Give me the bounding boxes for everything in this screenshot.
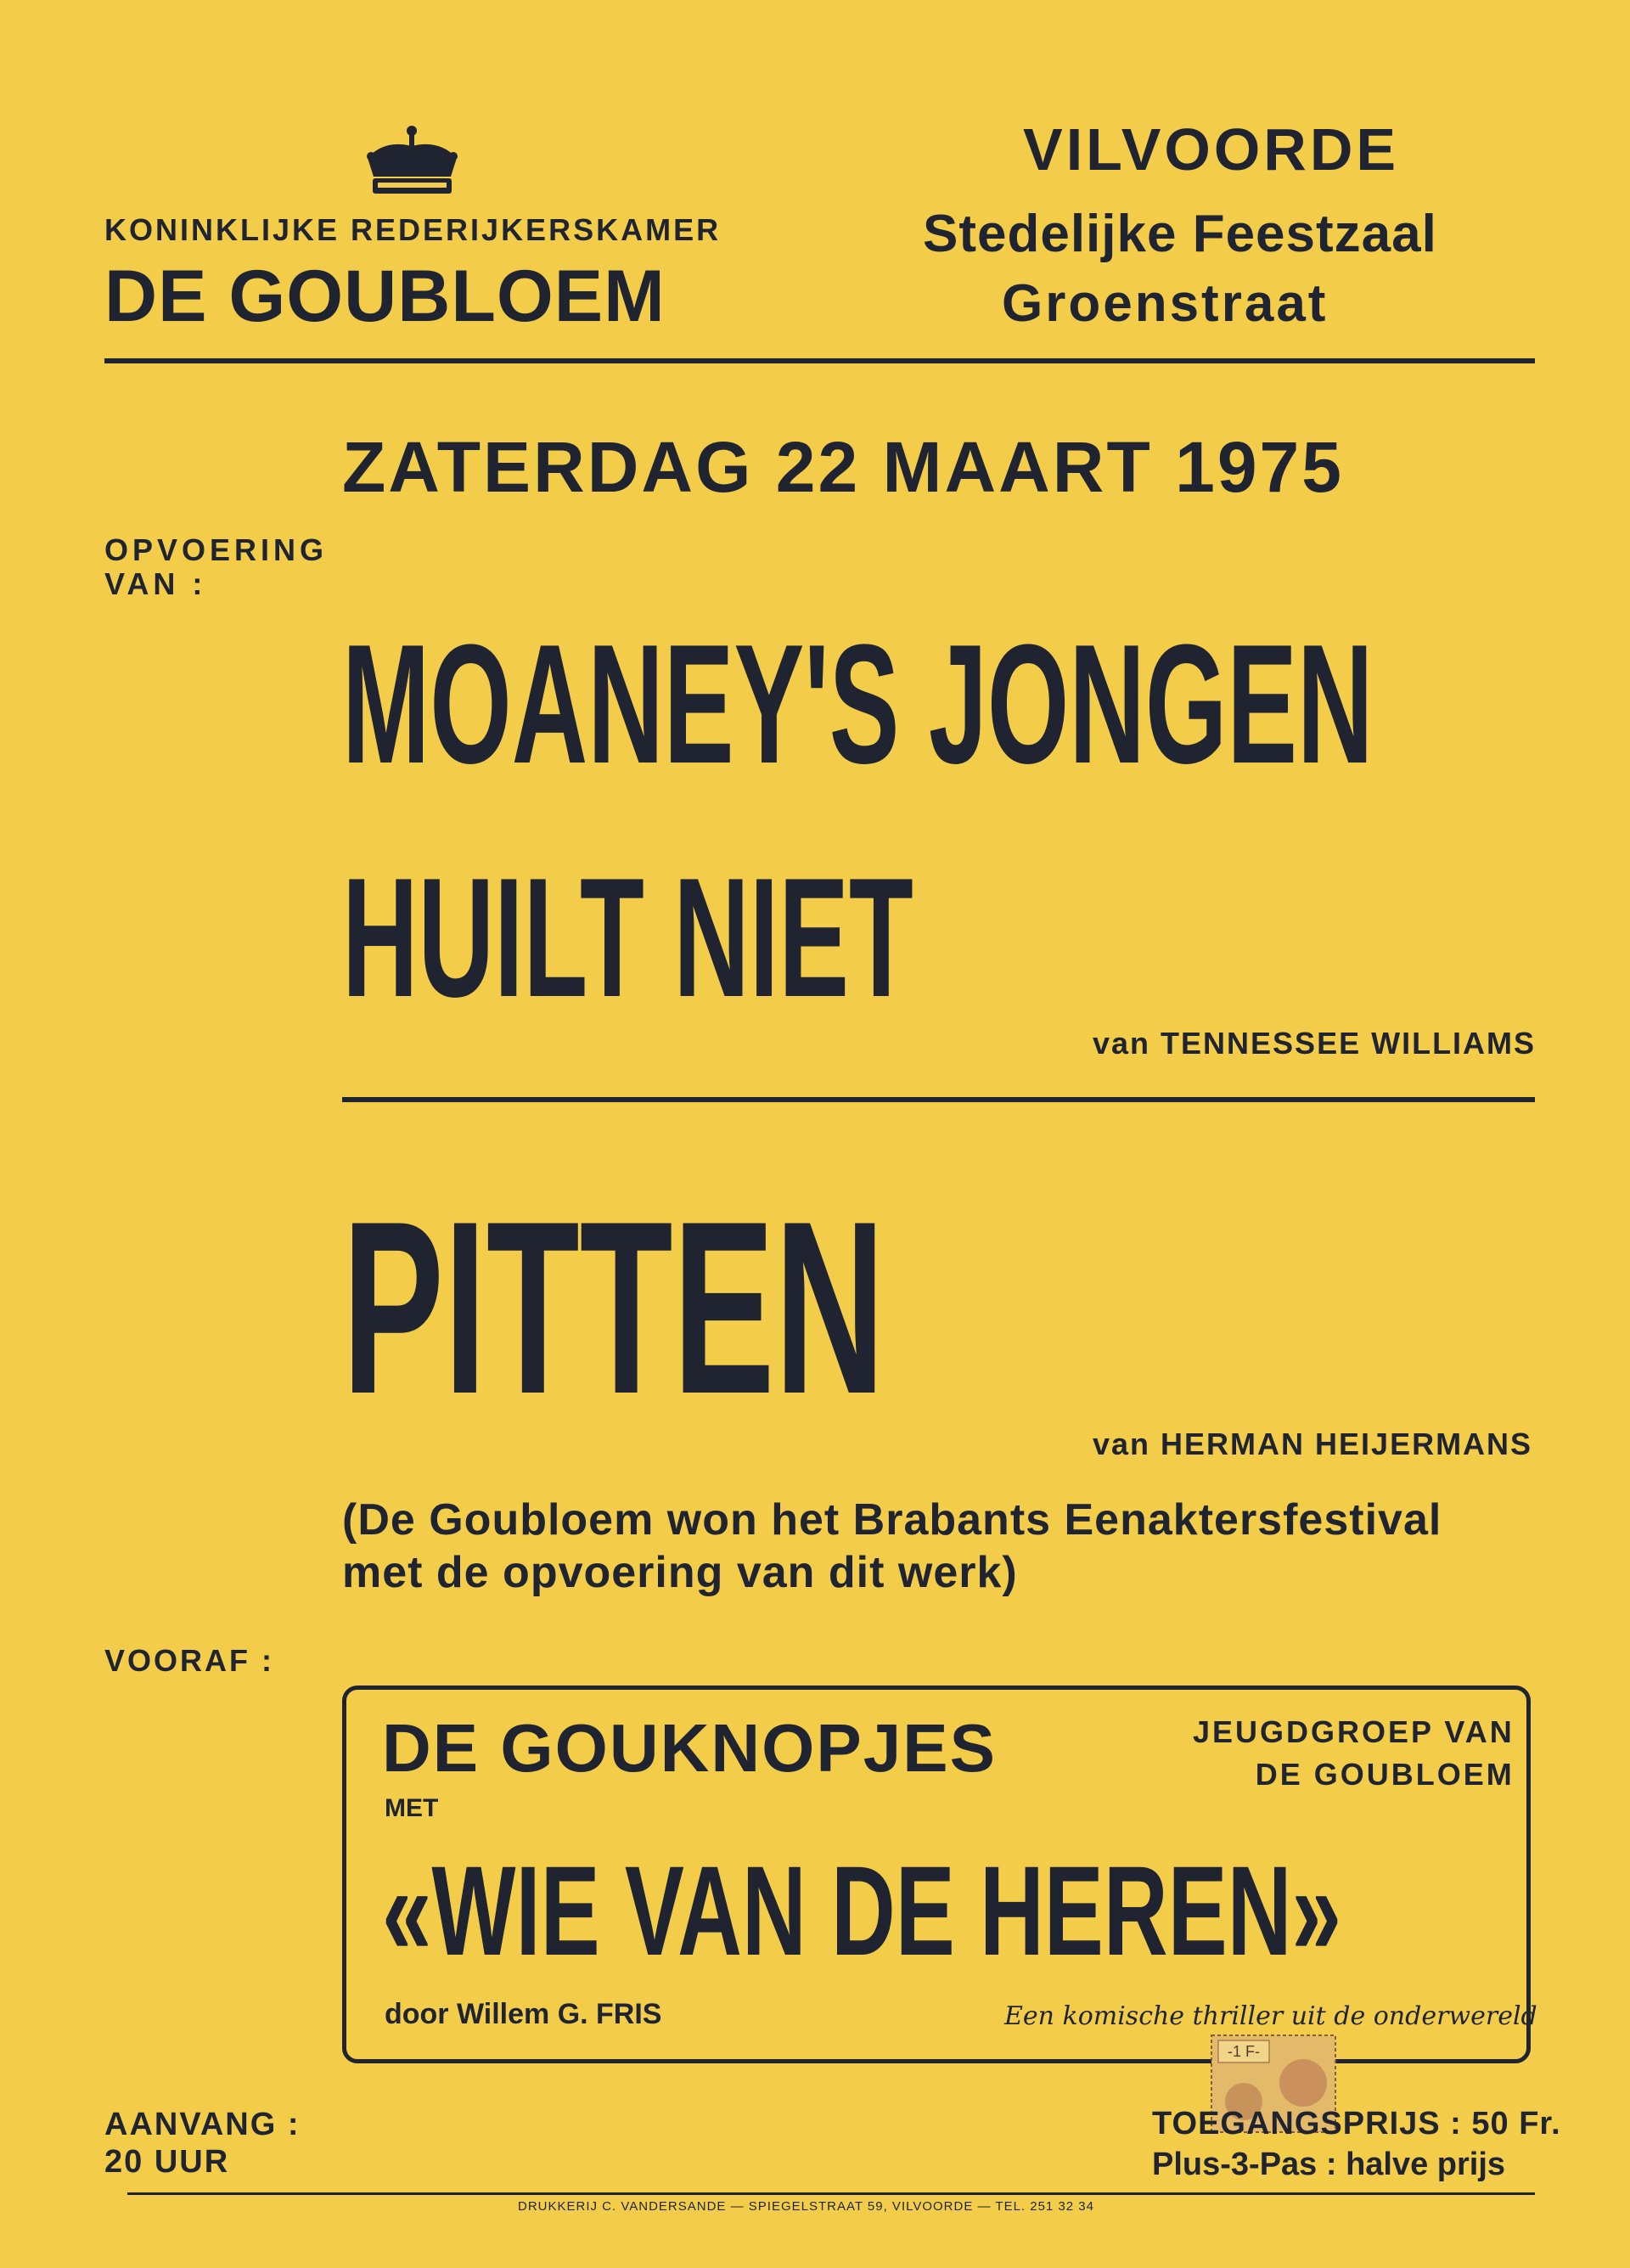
venue: Stedelijke Feestzaal: [923, 205, 1437, 263]
prelude-tagline: Een komische thriller uit de onderwereld: [1004, 2001, 1537, 2031]
play2-title: PITTEN: [342, 1170, 885, 1445]
play2-author: van HERMAN HEIJERMANS: [1093, 1427, 1533, 1461]
play-divider: [342, 1097, 1535, 1102]
prelude-play-title: «WIE VAN DE HEREN»: [382, 1839, 1341, 1982]
discount-note: Plus-3-Pas : halve prijs: [1152, 2147, 1506, 2182]
play2-note-line1: (De Goubloem won het Brabants Eenaktersfestival: [342, 1495, 1442, 1545]
event-date: ZATERDAG 22 MAART 1975: [342, 427, 1344, 507]
play1-author: van TENNESSEE WILLIAMS: [1093, 1026, 1537, 1061]
play1-title-line1: MOANEY'S JONGEN: [342, 610, 1374, 799]
city: VILVOORDE: [1023, 116, 1400, 183]
start-time: AANVANG : 20 UUR: [104, 2107, 301, 2180]
printer-credit: DRUKKERIJ C. VANDERSANDE — SPIEGELSTRAAT 59, VILVOORDE — TEL. 251 32 34: [518, 2199, 1094, 2214]
group-description: JEUGDGROEP VAN DE GOUBLOEM: [1193, 1714, 1515, 1792]
prelude-play-author: door Willem G. FRIS: [385, 1998, 662, 2030]
intro-label: OPVOERING VAN :: [104, 532, 329, 601]
society-name: DE GOUBLOEM: [104, 256, 666, 337]
play1-title-line2: HUILT NIET: [342, 843, 913, 1033]
stamp-value: -1 F-: [1228, 2043, 1260, 2060]
play2-note-line2: met de opvoering van dit werk): [342, 1548, 1018, 1597]
header-divider: [104, 358, 1535, 363]
admission-price: TOEGANGSPRIJS : 50 Fr.: [1152, 2106, 1561, 2141]
prelude-label: VOORAF :: [104, 1643, 274, 1678]
footer-divider: [127, 2192, 1535, 2195]
group-name: DE GOUKNOPJES: [382, 1710, 997, 1786]
crown-logo: [359, 124, 465, 200]
society-prefix: KONINKLIJKE REDERIJKERSKAMER: [104, 212, 722, 247]
met-label: MET: [385, 1794, 439, 1822]
street: Groenstraat: [1002, 274, 1329, 333]
